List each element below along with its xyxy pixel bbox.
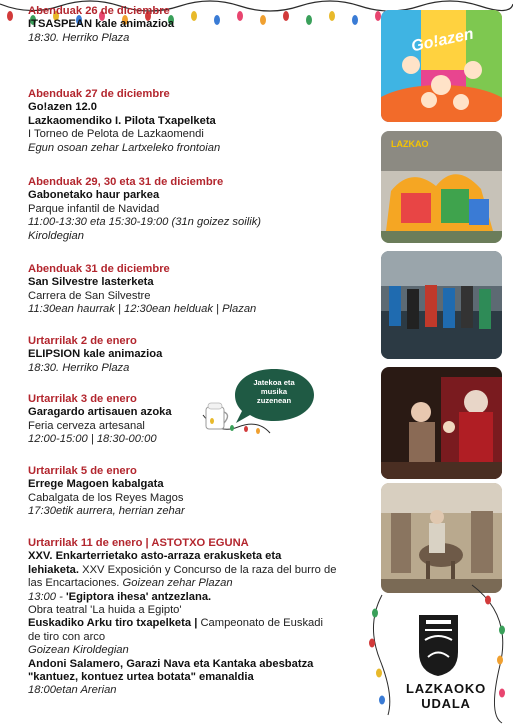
event-title: ELIPSION kale animazioa: [28, 348, 163, 361]
event-detail: 18:30. Herriko Plaza: [28, 361, 130, 374]
photo-san-silvestre: [381, 251, 502, 359]
event-title-2: Lazkaomendiko I. Pilota Txapelketa: [28, 114, 216, 127]
event-detail: Feria cerveza artesanal: [28, 419, 145, 432]
logo-line: UDALA: [421, 695, 471, 711]
event-date: Urtarrilak 3: [28, 393, 88, 405]
event-detail: 11:00-13:30 eta 15:30-19:00 (31n goizez soilik): [28, 216, 262, 229]
beer-mug-icon: [198, 385, 273, 445]
event-date: Urtarrilak 5: [28, 465, 88, 477]
event-dec-27: [28, 88, 373, 155]
event-date-es: de diciembre: [100, 88, 170, 100]
event-detail: 17:30etik aurrera, herrian zehar: [28, 505, 185, 518]
event-date-es: de enero: [95, 537, 143, 549]
event-detail: Parque infantil de Navidad: [28, 202, 160, 215]
event-detail: Campeonato de Euskadi: [200, 617, 323, 630]
event-title: ITSASPEAN kale animazioa: [28, 18, 175, 31]
event-title-cont: lehiaketa.: [28, 563, 79, 576]
event-title: Gabonetako haur parkea: [28, 189, 160, 202]
event-dec-26: [28, 5, 373, 45]
bubble-line: musika: [260, 387, 288, 396]
bubble-line: zuzenean: [256, 396, 292, 405]
event-date: Urtarrilak 11: [28, 537, 93, 549]
event-detail: 11:30ean haurrak | 12:30ean helduak | Plazan: [28, 303, 257, 316]
event-jan-5: [28, 465, 373, 519]
event-title: "kantuez, kontuez urtea botata" emanaldia: [28, 671, 254, 684]
light-bulb-icon: [7, 11, 13, 21]
event-title: Garagardo artisauen azoka: [28, 406, 172, 419]
photo-gabon-scene: [381, 367, 502, 479]
event-title: Errege Magoen kabalgata: [28, 478, 164, 491]
event-date: Abenduak 31: [28, 263, 98, 275]
photo-haur-parkea: [381, 131, 502, 243]
event-date-es: de diciembre: [100, 263, 170, 275]
event-title: Go!azen 12.0: [28, 101, 98, 114]
event-date-es: de enero: [90, 335, 137, 347]
event-date: Abenduak 27: [28, 88, 98, 100]
event-date-es: de diciembre: [154, 176, 224, 188]
event-detail: Goizean zehar Plazan: [119, 577, 233, 590]
event-jan-2: [28, 335, 373, 375]
event-date: Urtarrilak 2: [28, 335, 88, 347]
event-detail: Carrera de San Silvestre: [28, 289, 151, 302]
event-detail: Egun osoan zehar Lartxeleko frontoian: [28, 141, 221, 154]
event-date-es: de diciembre: [100, 5, 170, 17]
event-title: Euskadiko Arku tiro txapelketa |: [28, 617, 201, 630]
bubble-line: Jatekoa eta: [253, 378, 295, 387]
event-detail: Obra teatral 'La huida a Egipto': [28, 604, 182, 617]
event-time: 13:00 -: [28, 590, 66, 603]
event-detail: XXV Exposición y Concurso de la raza del burro de: [79, 563, 337, 576]
municipality-logo-text: [396, 682, 496, 711]
event-title: San Silvestre lasterketa: [28, 276, 154, 289]
logo-line: LAZKAOKO: [405, 681, 487, 696]
event-date: Abenduak 29, 30 eta 31: [28, 176, 152, 188]
event-detail: I Torneo de Pelota de Lazkaomendi: [28, 128, 204, 141]
event-date-es: de enero: [90, 465, 137, 477]
event-detail: Cabalgata de los Reyes Magos: [28, 491, 184, 504]
event-day-name: | ASTOTXO EGUNA: [142, 537, 249, 549]
event-title: Andoni Salamero, Garazi Nava eta Kantaka abesbatza: [28, 657, 314, 670]
event-detail: de tiro con arco: [28, 630, 106, 643]
photo-goazen: [381, 10, 502, 122]
photo-sign: Go!azen: [409, 25, 476, 56]
event-date: Abenduak 26: [28, 5, 98, 17]
event-jan-11: [28, 537, 373, 698]
event-dec-31: [28, 263, 373, 317]
municipality-emblem: [416, 612, 461, 678]
event-title: XXV. Enkarterrietako asto-arraza erakusketa eta: [28, 550, 282, 563]
event-detail: Goizean Kiroldegian: [28, 644, 129, 657]
event-detail: las Encartaciones.: [28, 577, 120, 590]
photo-sign: LAZKAO: [391, 139, 429, 149]
event-detail: 18:30. Herriko Plaza: [28, 31, 130, 44]
event-detail: 12:00-15:00 | 18:30-00:00: [28, 433, 157, 446]
event-dec-29-31: [28, 176, 373, 243]
event-detail: Kiroldegian: [28, 229, 84, 242]
event-title: 'Egiptora ihesa' antzezlana.: [65, 590, 212, 603]
event-detail: 18:00etan Arerian: [28, 684, 117, 697]
event-date-es: de enero: [90, 393, 137, 405]
